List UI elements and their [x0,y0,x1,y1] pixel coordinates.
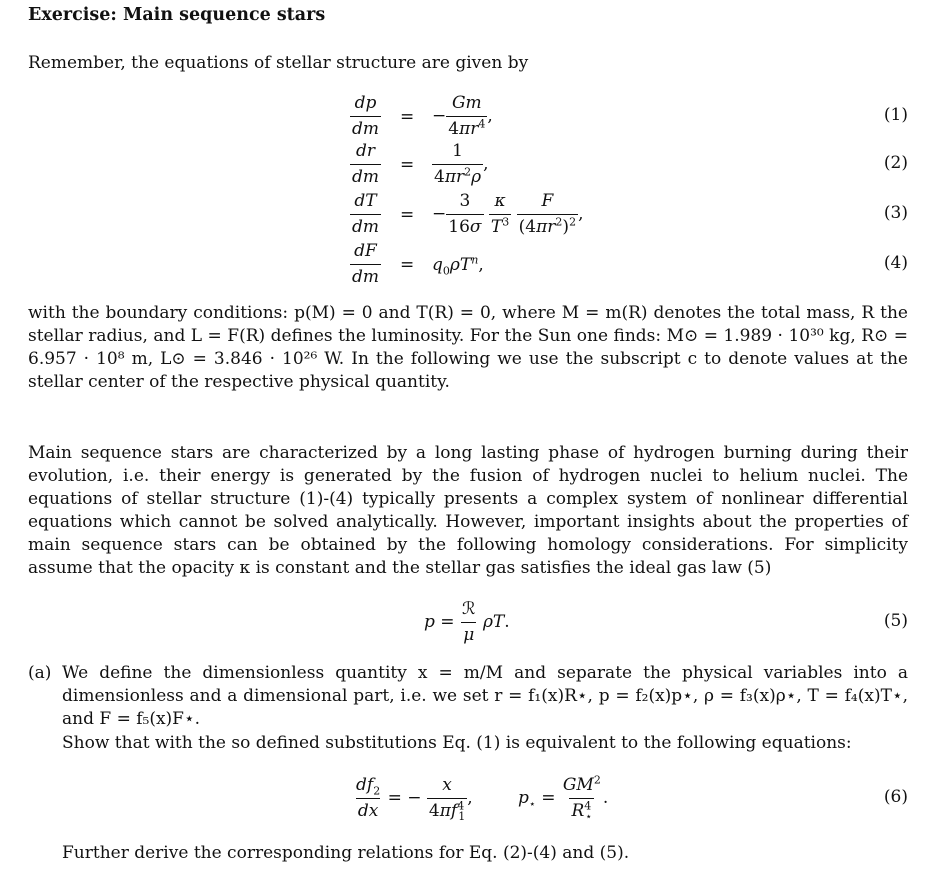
item-a-instruction: Show that with the so defined substitutions Eq. (1) is equivalent to the following equations: [62,733,852,753]
equation-number: (4) [883,253,908,273]
item-a-followup: Further derive the corresponding relations for Eq. (2)-(4) and (5). [62,843,630,863]
main-paragraph: Main sequence stars are characterized by a long lasting phase of hydrogen burning during their evolution, i.e. their energy is generated by the fusion of hydrogen nuclei to helium nuclei. The equations of stellar structure (1)-(4) typically presents a complex system of nonlinear differential equations which cannot be solved analytically. However, important insights about the properties of main sequence stars can be obtained by the following homology considerations. For simplicity assume that the opacity κ is constant and the stellar gas satisfies the ideal gas law (5) [28,443,908,578]
equation-1: $\frac{dp}{dm}$ = − $\frac{Gm}{4\pi r^4}$ , (1) [352,93,908,139]
equation-2: $\frac{dr}{dm}$ = $\frac{1}{4\pi r^2\rho}$ , (2) [352,141,908,187]
item-a-text: We define the dimensionless quantity x = m/M and separate the physical variables into a dimensionless and a dimensional part, i.e. we set r = f₁(x)R⋆, p = f₂(x)p⋆, ρ = f₃(x)ρ⋆, T = f₄(x)T⋆, and F = f₅(x)F⋆. [62,663,908,729]
item-a-label: (a) [28,663,52,683]
equation-5: p = $\frac{\text{ℛ}}{\mu}$ ρT. (5) [424,599,908,645]
equation-6: $\frac{df_2}{dx}$ = − $\frac{x}{4\pi f^4_1}$ , $p_⋆$ = $\frac{GM^2}{R^4_⋆}$ . (6) [356,773,908,824]
equation-number: (1) [883,105,908,125]
equation-number: (5) [883,611,908,631]
intro-text: Remember, the equations of stellar structure are given by [28,53,529,73]
equation-3: $\frac{dT}{dm}$ = − $\frac{3}{16\sigma}$ $\frac{\kappa}{T^3}$ $\frac{F}{(4\pi r^2)^2}$ , (3) [352,191,908,237]
exercise-title: Exercise: Main sequence stars [28,5,326,25]
boundary-paragraph: with the boundary conditions: p(M) = 0 and T(R) = 0, where M = m(R) denotes the total mass, R the stellar radius, and L = F(R) defines the luminosity. For the Sun one finds: M⊙ = 1.989 · 10³⁰ kg, R⊙ = 6.957 · 10⁸ m, L⊙ = 3.846 · 10²⁶ W. In the following we use the subscript c to denote values at the stellar center of the respective physical quantity. [28,303,908,392]
equation-number: (6) [883,787,908,807]
equation-4: $\frac{dF}{dm}$ = $q_0\rho T^n$, (4) [352,241,908,287]
equation-number: (2) [883,153,908,173]
equation-number: (3) [883,203,908,223]
